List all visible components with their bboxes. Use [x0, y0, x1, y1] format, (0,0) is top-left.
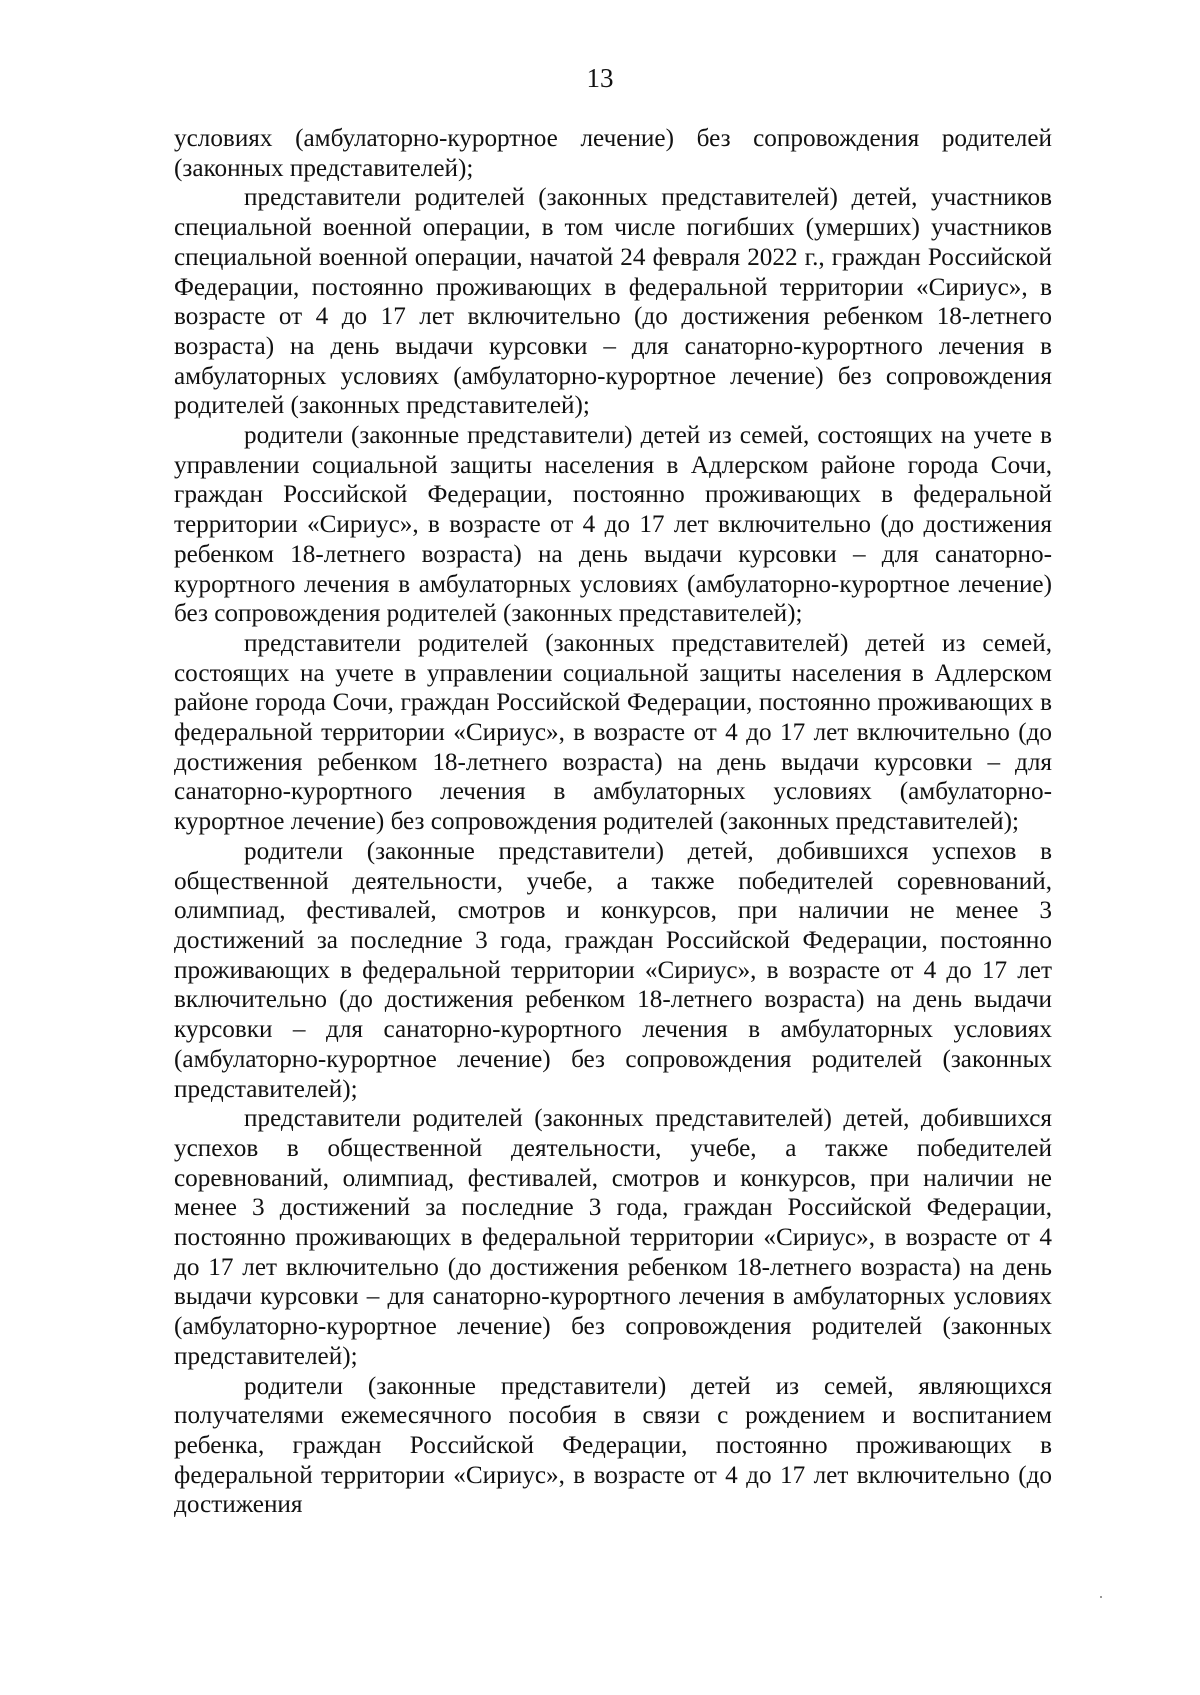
page-number: 13	[586, 63, 614, 93]
paragraph-allowance-parents: родители (законные представители) детей из семей, являющихся получателями ежемесячного пособия в связи с рождением и воспитанием ребенка, граждан Российской Федерации, постоянно проживающих в федеральной территории «Сириус», в возрасте от 4 до 17 лет включительно (до достижения	[174, 1372, 1052, 1519]
paragraph-social-protection-representatives: представители родителей (законных представителей) детей из семей, состоящих на учете в управлении социальной защиты населения в Адлерском районе города Сочи, граждан Российской Федерации, постоянно проживающих в федеральной территории «Сириус», в возрасте от 4 до 17 лет включительно (до достижения ребенком 18-летнего возраста) на день выдачи курсовки – для санаторно-курортного лечения в амбулаторных условиях (амбулаторно-курортное лечение) без сопровождения родителей (законных представителей);	[174, 629, 1052, 836]
document-body	[174, 124, 1052, 1520]
paragraph-social-protection-parents: родители (законные представители) детей из семей, состоящих на учете в управлении социальной защиты населения в Адлерском районе города Сочи, граждан Российской Федерации, постоянно проживающих в федеральной территории «Сириус», в возрасте от 4 до 17 лет включительно (до достижения ребенком 18-летнего возраста) на день выдачи курсовки – для санаторно-курортного лечения в амбулаторных условиях (амбулаторно-курортное лечение) без сопровождения родителей (законных представителей);	[174, 422, 1052, 628]
paragraph-achievements-parents: родители (законные представители) детей, добившихся успехов в общественной деятельности, учебе, а также победителей соревнований, олимпиад, фестивалей, смотров и конкурсов, при наличии не менее 3 достижений за последние 3 года, граждан Российской Федерации, постоянно проживающих в федеральной территории «Сириус», в возрасте от 4 до 17 лет включительно (до достижения ребенком 18-летнего возраста) на день выдачи курсовки – для санаторно-курортного лечения в амбулаторных условиях (амбулаторно-курортное лечение) без сопровождения родителей (законных представителей);	[174, 837, 1052, 1103]
paragraph-svo-representatives: представители родителей (законных представителей) детей, участников специальной военной операции, в том числе погибших (умерших) участников специальной военной операции, начатой 24 февраля 2022 г., граждан Российской Федерации, постоянно проживающих в федеральной территории «Сириус», в возрасте от 4 до 17 лет включительно (до достижения ребенком 18-летнего возраста) на день выдачи курсовки – для санаторно-курортного лечения в амбулаторных условиях (амбулаторно-курортное лечение) без сопровождения родителей (законных представителей);	[174, 184, 1052, 420]
paragraph-continuation: условиях (амбулаторно-курортное лечение) без сопровождения родителей (законных представителей);	[174, 125, 1052, 182]
paragraph-achievements-representatives: представители родителей (законных представителей) детей, добившихся успехов в общественной деятельности, учебе, а также победителей соревнований, олимпиад, фестивалей, смотров и конкурсов, при наличии не менее 3 достижений за последние 3 года, граждан Российской Федерации, постоянно проживающих в федеральной территории «Сириус», в возрасте от 4 до 17 лет включительно (до достижения ребенком 18-летнего возраста) на день выдачи курсовки – для санаторно-курортного лечения в амбулаторных условиях (амбулаторно-курортное лечение) без сопровождения родителей (законных представителей);	[174, 1105, 1052, 1370]
scan-artifact	[1100, 1596, 1102, 1598]
